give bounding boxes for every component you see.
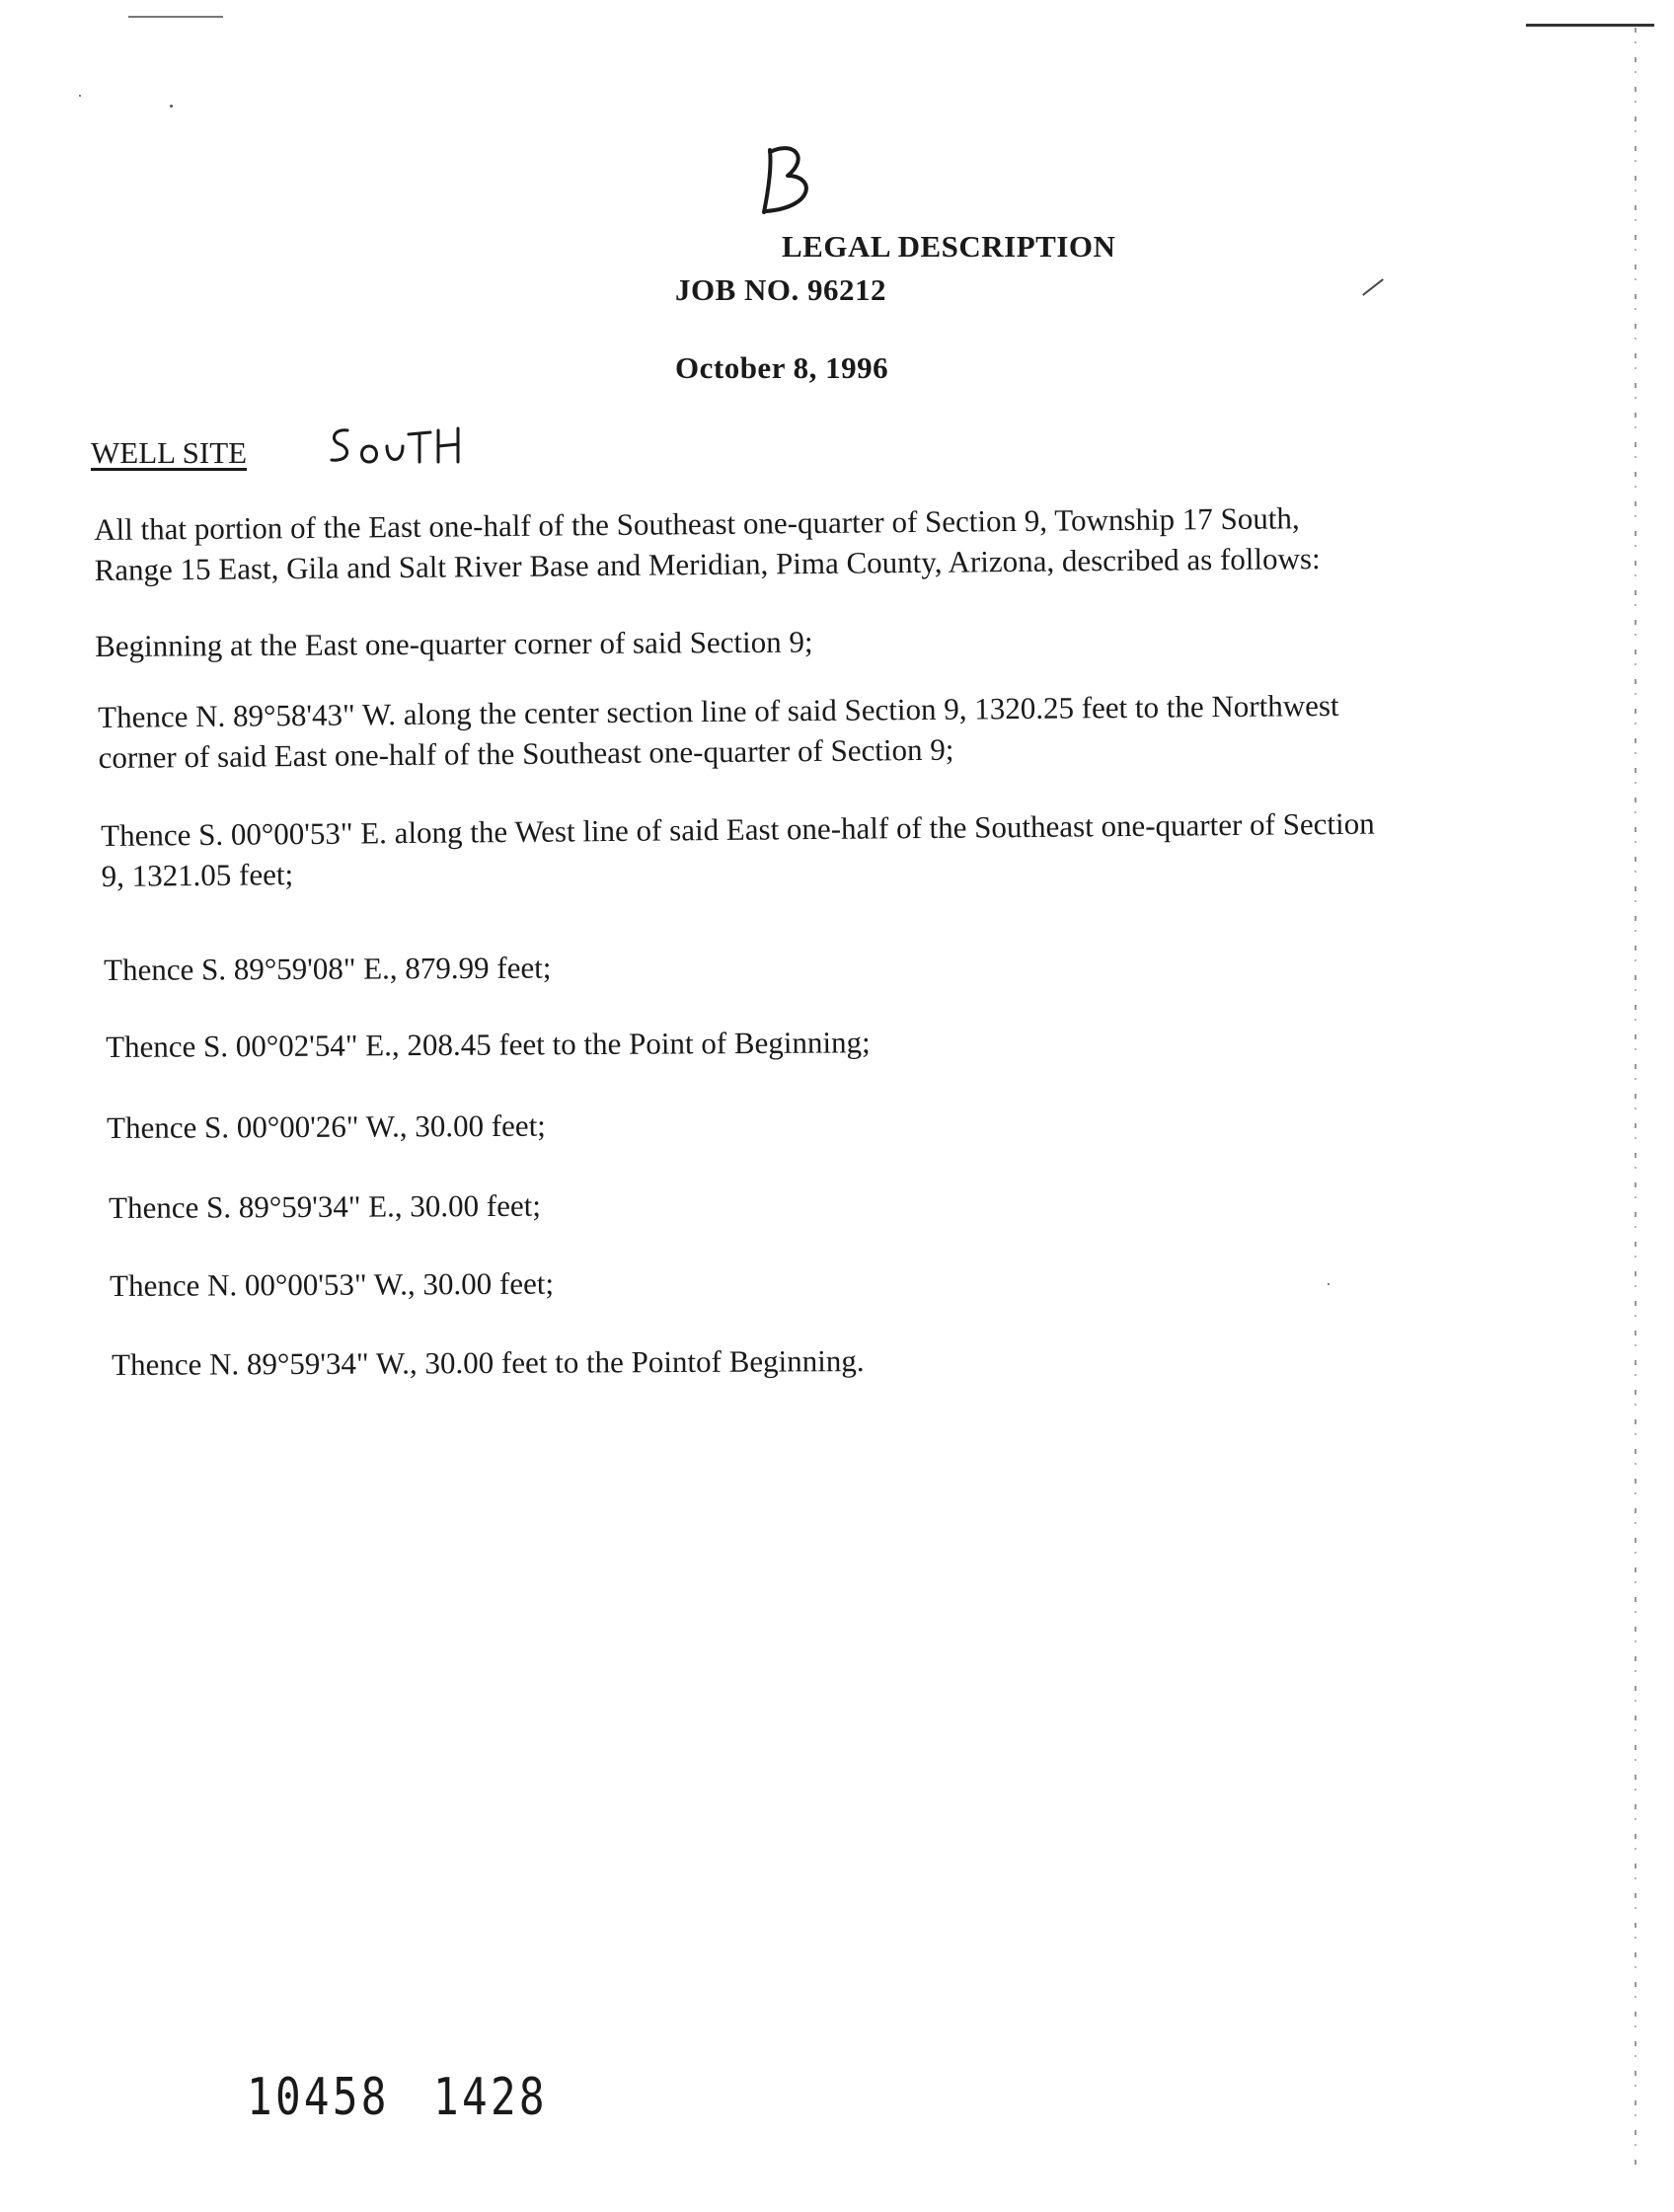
course-paragraph: Thence S. 00°00'26" W., 30.00 feet; <box>107 1107 546 1145</box>
scan-speck <box>79 95 81 97</box>
paragraph-line: 9, 1321.05 feet; <box>101 857 294 893</box>
scan-artifact-line <box>1526 24 1654 27</box>
course-paragraph <box>98 685 1339 778</box>
scan-speck <box>170 105 173 108</box>
course-paragraph: Thence S. 00°02'54" E., 208.45 feet to the Point of Beginning; <box>106 1025 871 1064</box>
paragraph-line: Range 15 East, Gila and Salt River Base and Meridian, Pima County, Arizona, described as follows: <box>94 541 1321 587</box>
description-paragraph <box>94 497 1321 590</box>
paragraph-line: Thence S. 00°00'53" E. along the West line of said East one-half of the Southeast one-quarter of Section <box>101 805 1375 853</box>
scan-edge-artifact <box>1635 28 1636 2170</box>
course-paragraph: Thence N. 00°00'53" W., 30.00 feet; <box>110 1265 555 1303</box>
docket-number: 10458 <box>247 2068 390 2127</box>
recording-stamp <box>247 2068 548 2127</box>
scan-speck <box>1328 1283 1330 1285</box>
well-site-label: WELL SITE <box>91 435 248 470</box>
paragraph-line: All that portion of the East one-half of the Southeast one-quarter of Section 9, Township 17 South, <box>94 500 1300 547</box>
paragraph-line: Thence N. 89°58'43" W. along the center section line of said Section 9, 1320.25 feet to the Northwest <box>98 687 1339 734</box>
page-number: 1428 <box>433 2068 548 2127</box>
pen-tick-mark <box>1362 278 1384 296</box>
job-number: JOB NO. 96212 <box>675 272 887 307</box>
course-paragraph: Thence S. 89°59'08" E., 879.99 feet; <box>104 950 552 987</box>
course-paragraph: Thence S. 89°59'34" E., 30.00 feet; <box>109 1187 542 1225</box>
handwritten-south-icon <box>326 422 474 472</box>
handwritten-letter-b-icon <box>750 138 829 227</box>
course-paragraph: Thence N. 89°59'34" W., 30.00 feet to the Pointof Beginning. <box>112 1343 865 1382</box>
document-title: LEGAL DESCRIPTION <box>782 229 1116 264</box>
course-paragraph <box>101 803 1375 896</box>
document-date: October 8, 1996 <box>675 350 889 385</box>
beginning-paragraph: Beginning at the East one-quarter corner of said Section 9; <box>95 624 813 663</box>
paragraph-line: corner of said East one-half of the Southeast one-quarter of Section 9; <box>98 731 954 775</box>
scan-artifact-line <box>128 16 223 18</box>
